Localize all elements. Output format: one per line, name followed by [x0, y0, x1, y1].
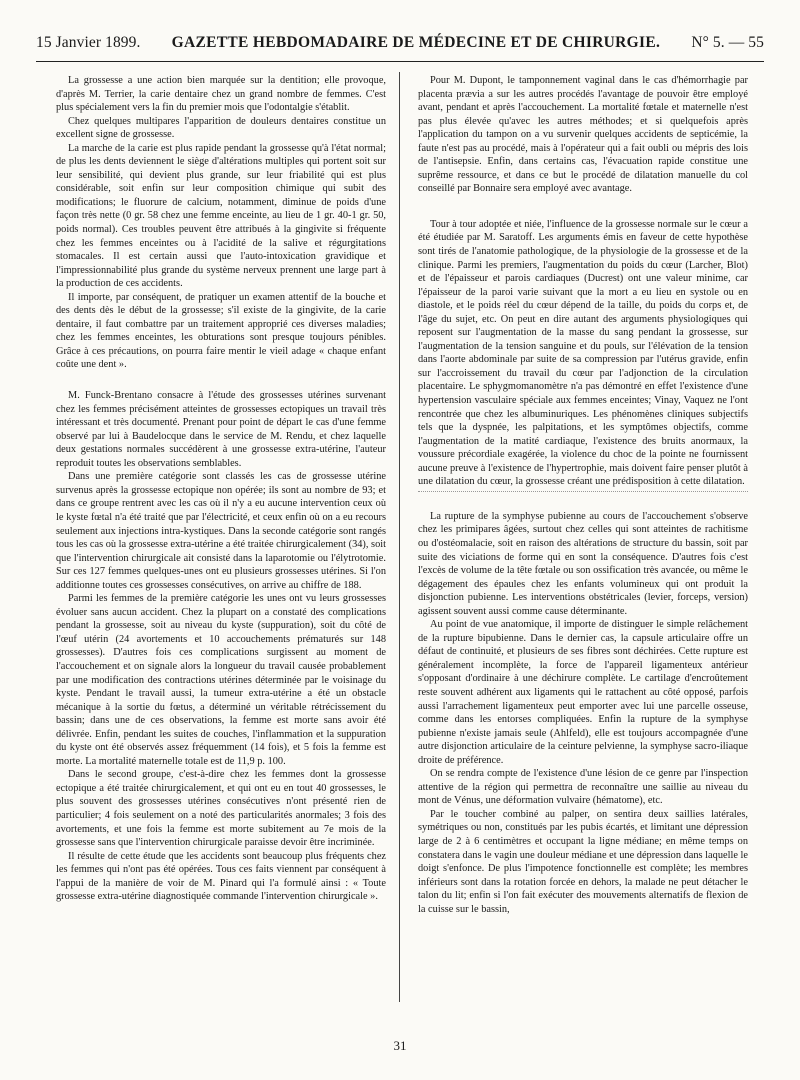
issue-number: N° 5. — 55 — [691, 34, 764, 51]
paragraph: Il importe, par conséquent, de pratiquer un examen attentif de la bouche et des dents dès le début de la grossesse; s'il existe de la gingivite, de la carie dentaire, il faut combattre par un traitement approprié ces diverses maladies; chez les femmes enceintes, les obturations sont presque toujours pénibles. Grâce à ces précautions, on pourra faire mentir le vieil adage « chaque enfant coûte une dent ». — [56, 291, 386, 371]
column-rule — [399, 72, 400, 1002]
paragraph: La grossesse a une action bien marquée sur la dentition; elle provoque, d'après M. Terrier, la carie dentaire chez un grand nombre de femmes. C'est plus spécialement vers la fin du premier mois que l'odontalgie s'établit. — [56, 75, 386, 114]
section-separator — [418, 491, 748, 492]
header-rule — [36, 61, 764, 62]
left-column — [56, 74, 386, 904]
paragraph: Dans le second groupe, c'est-à-dire chez les femmes dont la grossesse ectopique a été traitée chirurgicalement, et qui ont eu en tout 40 grossesses, le plus souvent des grossesses utérines consécutives n'ont présenté rien de particulier; 4 fois seulement on a noté des particularités anormales; 3 fois des avortements, et une fois la femme est morte subitement au 7e mois de la grossesse sans que l'intervention chirurgicale paraisse devoir être incriminée. — [56, 769, 386, 849]
paragraph: Tour à tour adoptée et niée, l'influence de la grossesse normale sur le cœur a été étudiée par M. Saratoff. Les arguments émis en faveur de cette hypothèse sont tirés de l'anatomie pathologique, de la physiologie de la grossesse et de la clinique. Parmi les premiers, l'augmentation du poids du cœur (Larcher, Blot) et de l'épaisseur et parois cardiaques (Ducrest) ont une valeur minime, car l'épaisseur de la paroi varie suivant que la mort a eu lieu en systole ou en diastole, et le poids réel du cœur dépend de la taille, du poids du corps et, de l'âge du sujet, etc. On peut en dire autant des arguments physiologiques qui reposent sur l'augmentation de la masse du sang pendant la grossesse, sur l'augmentation de la tension sanguine et du pouls, sur l'élévation de la tension dans l'aorte abdominale par suite de sa compression par l'utérus gravide, enfin sur l'accroissement du travail du cœur par l'adjonction de la circulation placentaire. Le sphygmomanomètre n'a pas démontré en effet l'existence d'une hypertension vasculaire spéciale aux femmes enceintes; Vinay, Vaquez ne l'ont rencontrée que chez les albuminuriques. Les phénomènes cliniques subjectifs tels que la dyspnée, les palpitations, et les symptômes objectifs, comme l'augmentation de la matité cardiaque, l'existence des bruits anormaux, la voussure précordiale exagérée, la violence du choc de la pointe ne fournissent aucune preuve à l'existence de l'hypertrophie, mais doivent faire penser plutôt à une dilatation du cœur, la grossesse créant une prédisposition à cette dilatation. — [418, 218, 748, 488]
paragraph: Il résulte de cette étude que les accidents sont beaucoup plus fréquents chez les femmes qui n'ont pas été opérées. Tous ces faits viennent par conséquent à l'appui de la manière de voir de M. Pinard qui l'a formulé ainsi : « Toute grossesse extra-utérine diagnostiquée commande l'intervention chirurgicale ». — [56, 850, 386, 903]
paragraph: Au point de vue anatomique, il importe de distinguer le simple relâchement de la rupture bipubienne. Dans le dernier cas, la capsule articulaire offre un défaut de continuité, et plusieurs de ses fibres sont déchirées. Cette rupture est généralement incomplète, la force de l'appareil ligamenteux antérieur s'opposant d'ordinaire à une déchirure complète. Le cartilage d'encroûtement reste souvent adhérent aux ligaments qui le rattachent au côté opposé, parfois aussi l'arrachement ligamenteux peut emporter avec lui une parcelle osseuse, comme dans les entorses compliquées. Enfin la rupture de la symphyse pubienne n'existe jamais seule (Ahlfeld), elle est toujours accompagnée d'une autre disjonction articulaire de la ceinture pelvienne, la symphyse sacro-iliaque droite de préférence. — [418, 619, 748, 766]
right-column — [418, 74, 748, 916]
running-header — [36, 34, 764, 58]
paragraph: Parmi les femmes de la première catégorie les unes ont vu leurs grossesses évoluer sans aucun accident. Chez la plupart on a constaté des complications pendant la grossesse, soit au niveau du kyste (suppuration), soit du côté de l'œuf utérin (24 avortements et 10 accouchements prématurés sur 148 grossesses). D'autres fois ces complications surgissent au moment de l'accouchement et on signale alors la longueur du travail causée probablement par une modification des contractions utérines déterminée par le voisinage du kyste. Pendant le travail aussi, la tumeur extra-utérine a été un obstacle mécanique à la sortie du fœtus, a déterminé un véritable rétrécissement du bassin; dans une de ces observations, la femme est morte sans avoir été délivrée. Enfin, pendant les suites de couches, l'inflammation et la suppuration du kyste ont été observés assez fréquemment (14 fois), et 5 fois la femme est morte. La mortalité maternelle totale est de 11,9 p. 100. — [56, 593, 386, 767]
paragraph: Pour M. Dupont, le tamponnement vaginal dans le cas d'hémorrhagie par placenta prævia a sur les autres procédés l'avantage de pouvoir être employé avant, pendant et après l'accouchement. La mortalité fœtale et maternelle n'est pas plus élevée qu'avec les autres méthodes; et si quelquefois après l'application du tampon on a vu survenir quelques accidents de septicémie, la faute n'est pas au procédé, mais à l'opérateur qui a fait oubli ou mépris des lois de l'antisepsie. Enfin, dans certains cas, l'évacuation rapide constitue une suprême ressource, et dans ce but le procédé de dilatation manuelle du col conseillé par Bonnaire sera employé avec avantage. — [418, 75, 748, 195]
section-gap — [418, 196, 748, 218]
journal-title: GAZETTE HEBDOMADAIRE DE MÉDECINE ET DE CHIRURGIE. — [171, 34, 661, 51]
paragraph: La rupture de la symphyse pubienne au cours de l'accouchement s'observe chez les primipares âgées, surtout chez celles qui sont atteintes de rachitisme ou d'ostéomalacie, soit en raison des altérations de structure du bassin, soit par suite des viciations de forme qui en sont la conséquence. D'autres fois c'est l'excès de volume de la tête fœtale ou son ossification très avancée, ou même le dégagement des épaules chez les enfants volumineux qui ont produit la disjonction pubienne. Les interventions obstétricales (levier, forceps, version) agissent souvent aussi comme cause déterminante. — [418, 510, 748, 617]
paragraph: On se rendra compte de l'existence d'une lésion de ce genre par l'inspection attentive de la région qui permettra de reconnaître une saillie au niveau du mont de Vénus, une déformation vulvaire (hématome), etc. — [418, 768, 748, 807]
page-number: 31 — [393, 1038, 407, 1053]
paragraph: Dans une première catégorie sont classés les cas de grossesse utérine survenus après la grossesse ectopique non opérée; ils sont au nombre de 93; et dans ce groupe rentrent avec les cas où il n'y a eu aucune intervention ceux où le kyste fœtal n'a été traité que par l'électricité, et ceux enfin où on a eu recours seulement aux injections intra-kystiques. Dans la seconde catégorie sont rangés tous les cas où la grossesse extra-utérine a été traitée chirurgicalement (34), soit que l'intervention chirurgicale ait consisté dans la laparotomie ou l'élytrotomie. Sur ces 127 femmes quelques-unes ont eu plusieurs grossesses utérines. Si l'on additionne toutes ces grossesses consécutives, on arrive au chiffre de 188. — [56, 471, 386, 591]
paragraph: Par le toucher combiné au palper, on sentira deux saillies latérales, symétriques ou non, constitués par les pubis écartés, et limitant une dépression large de 2 à 6 centimètres et occupant la ligne médiane; en même temps on constatera dans le vagin une douleur médiane et une dépression dans laquelle le doigt s'enfonce. De plus l'impotence fonctionnelle est complète; les membres inférieurs sont dans la rotation forcée en dehors, la malade ne peut détacher le talon du lit; enfin si l'on fait exécuter des mouvements alternatifs de flexion de la cuisse sur le bassin, — [418, 808, 748, 915]
section-gap — [56, 372, 386, 389]
header-date: 15 Janvier 1899. — [36, 34, 141, 51]
paragraph: M. Funck-Brentano consacre à l'étude des grossesses utérines survenant chez les femmes précisément atteintes de grossesses ectopiques un travail très intéressant et très documenté. Prenant pour point de départ le cas d'une femme observé par lui à Baudelocque dans le service de M. Rendu, et chez laquelle deux gestations normales succédèrent à une grossesse extra-utérine, l'auteur reproduit toutes les observations semblables. — [56, 390, 386, 469]
paragraph: Chez quelques multipares l'apparition de douleurs dentaires constitue un excellent signe de grossesse. — [56, 115, 386, 141]
paragraph: La marche de la carie est plus rapide pendant la grossesse qu'à l'état normal; de plus les dents deviennent le siège d'altérations multiples qui portent soit sur leur sensibilité, qui devient plus grande, sur leur friabilité qui est plus considérable, soit enfin sur leur composition chimique qui subit des modifications; le fluorure de calcium, notamment, diminue de poids d'une façon très nette (0 gr. 58 chez une femme enceinte, au lieu de 1 gr. 40-1 gr. 50, poids normal). Ces troubles peuvent être attribués à la gingivite si fréquente chez les femmes enceintes ou à l'acidité de la salive et régurgitations stomacales. Il est certain aussi que l'auto-intoxication gravidique et l'impressionnabilité plus grande du système nerveux prennent une large part à la production de ces accidents. — [56, 142, 386, 290]
